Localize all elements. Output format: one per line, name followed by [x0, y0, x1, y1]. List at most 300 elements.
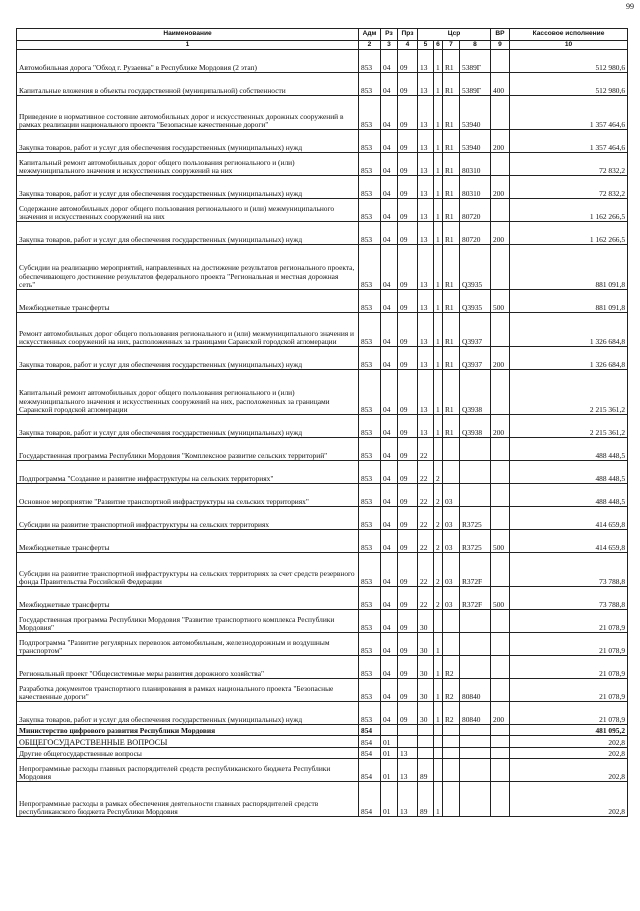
table-row — [17, 73, 628, 96]
row-name: Содержание автомобильных дорог общего пользования регионального и (или) межмуниципального значения и искусственных сооружений на них — [17, 199, 359, 222]
row-name: Субсидии на реализацию мероприятий, направленных на достижение результатов регионального проекта, обеспечивающего достижение результатов федерального проекта "Региональная и местная дорожная сеть" — [17, 245, 359, 290]
colnum: 9 — [491, 41, 510, 50]
csr-part-1: 13 — [418, 96, 434, 130]
csr-part-1: 22 — [418, 461, 434, 484]
colnum: 3 — [381, 41, 398, 50]
csr-part-1: 13 — [418, 347, 434, 370]
prz-code: 09 — [398, 73, 418, 96]
vr-code — [491, 461, 510, 484]
prz-code: 09 — [398, 222, 418, 245]
vr-code: 200 — [491, 702, 510, 725]
row-name: Капитальный ремонт автомобильных дорог общего пользования регионального и (или) межмуниципального значения и искусственных сооружений на них, расположенных за границами Саранской городской агломерации — [17, 370, 359, 415]
colnum: 7 — [443, 41, 460, 50]
table-row — [17, 530, 628, 553]
csr-part-3: 03 — [443, 507, 460, 530]
table-row — [17, 702, 628, 725]
csr-part-3: R1 — [443, 415, 460, 438]
row-name: Субсидии на развитие транспортной инфраструктуры на сельских территориях — [17, 507, 359, 530]
adm-code: 853 — [359, 199, 381, 222]
adm-code: 853 — [359, 290, 381, 313]
table-row — [17, 347, 628, 370]
csr-part-3 — [443, 725, 460, 736]
prz-code: 09 — [398, 438, 418, 461]
csr-part-1: 22 — [418, 438, 434, 461]
adm-code: 853 — [359, 461, 381, 484]
rz-code: 04 — [381, 96, 398, 130]
csr-part-3: 03 — [443, 484, 460, 507]
csr-part-4 — [460, 610, 491, 633]
adm-code: 853 — [359, 484, 381, 507]
vr-code — [491, 507, 510, 530]
vr-code — [491, 633, 510, 656]
row-name: Непрограммные расходы главных распорядителей средств республиканского бюджета Республики Мордовия — [17, 759, 359, 782]
csr-part-1: 13 — [418, 415, 434, 438]
csr-part-4: R3725 — [460, 507, 491, 530]
csr-part-1: 22 — [418, 587, 434, 610]
header-prz: Прз — [398, 29, 418, 41]
csr-part-2 — [434, 759, 443, 782]
csr-part-1: 89 — [418, 759, 434, 782]
adm-code: 853 — [359, 633, 381, 656]
adm-code: 854 — [359, 759, 381, 782]
cash-amount: 21 078,9 — [510, 656, 628, 679]
table-row — [17, 313, 628, 347]
vr-code: 200 — [491, 222, 510, 245]
row-name: Субсидии на развитие транспортной инфраструктуры на сельских территориях за счет средств резервного фонда Правительства Российской Федерации — [17, 553, 359, 587]
header-row — [17, 29, 628, 41]
vr-code — [491, 656, 510, 679]
column-number-row — [17, 41, 628, 50]
csr-part-3: R1 — [443, 176, 460, 199]
csr-part-4: 80310 — [460, 153, 491, 176]
rz-code: 01 — [381, 759, 398, 782]
header-adm: Адм — [359, 29, 381, 41]
table-row — [17, 725, 628, 736]
rz-code: 04 — [381, 530, 398, 553]
prz-code: 09 — [398, 313, 418, 347]
rz-code: 04 — [381, 484, 398, 507]
table-row — [17, 633, 628, 656]
csr-part-4 — [460, 438, 491, 461]
table-row — [17, 199, 628, 222]
cash-amount: 21 078,9 — [510, 702, 628, 725]
csr-part-3 — [443, 438, 460, 461]
prz-code: 09 — [398, 633, 418, 656]
csr-part-2: 1 — [434, 782, 443, 817]
csr-part-4: 80840 — [460, 679, 491, 702]
row-name: Закупка товаров, работ и услуг для обеспечения государственных (муниципальных) нужд — [17, 702, 359, 725]
csr-part-2: 1 — [434, 73, 443, 96]
budget-table — [16, 28, 628, 817]
header-name: Наименование — [17, 29, 359, 41]
cash-amount: 2 215 361,2 — [510, 370, 628, 415]
row-name: Разработка документов транспортного планирования в рамках национального проекта "Безопасные качественные дороги" — [17, 679, 359, 702]
vr-code — [491, 725, 510, 736]
table-row — [17, 587, 628, 610]
csr-part-4: R372F — [460, 587, 491, 610]
row-name: Министерство цифрового развития Республики Мордовия — [17, 725, 359, 736]
row-name: Ремонт автомобильных дорог общего пользования регионального и (или) межмуниципального значения и искусственных сооружений на них, расположенных за границами Саранской городской агломерации — [17, 313, 359, 347]
adm-code: 853 — [359, 130, 381, 153]
csr-part-2: 1 — [434, 222, 443, 245]
header-vr: ВР — [491, 29, 510, 41]
csr-part-2 — [434, 725, 443, 736]
rz-code: 04 — [381, 50, 398, 73]
adm-code: 854 — [359, 736, 381, 748]
rz-code: 04 — [381, 73, 398, 96]
csr-part-1: 13 — [418, 313, 434, 347]
rz-code: 04 — [381, 176, 398, 199]
csr-part-3: R1 — [443, 290, 460, 313]
rz-code: 04 — [381, 130, 398, 153]
row-name: Государственная программа Республики Мордовия "Комплексное развитие сельских территорий" — [17, 438, 359, 461]
csr-part-3 — [443, 782, 460, 817]
adm-code: 854 — [359, 748, 381, 759]
vr-code: 200 — [491, 130, 510, 153]
cash-amount: 21 078,9 — [510, 633, 628, 656]
cash-amount: 72 832,2 — [510, 153, 628, 176]
rz-code: 04 — [381, 587, 398, 610]
adm-code: 853 — [359, 370, 381, 415]
rz-code: 04 — [381, 553, 398, 587]
csr-part-1: 13 — [418, 290, 434, 313]
adm-code: 853 — [359, 679, 381, 702]
csr-part-2 — [434, 736, 443, 748]
cash-amount: 512 980,6 — [510, 50, 628, 73]
csr-part-3: R1 — [443, 50, 460, 73]
csr-part-2: 1 — [434, 176, 443, 199]
cash-amount: 73 788,8 — [510, 553, 628, 587]
csr-part-3: R2 — [443, 679, 460, 702]
csr-part-3: 03 — [443, 553, 460, 587]
vr-code — [491, 50, 510, 73]
vr-code — [491, 199, 510, 222]
csr-part-3: R1 — [443, 96, 460, 130]
adm-code: 853 — [359, 73, 381, 96]
rz-code: 04 — [381, 222, 398, 245]
vr-code — [491, 96, 510, 130]
csr-part-3: R1 — [443, 130, 460, 153]
table-row — [17, 290, 628, 313]
table-row — [17, 610, 628, 633]
table-row — [17, 759, 628, 782]
csr-part-2: 2 — [434, 507, 443, 530]
csr-part-1: 13 — [418, 245, 434, 290]
csr-part-1: 30 — [418, 633, 434, 656]
vr-code — [491, 313, 510, 347]
table-row — [17, 415, 628, 438]
row-name: Закупка товаров, работ и услуг для обеспечения государственных (муниципальных) нужд — [17, 176, 359, 199]
vr-code: 500 — [491, 290, 510, 313]
csr-part-3: R1 — [443, 153, 460, 176]
table-row — [17, 176, 628, 199]
csr-part-3 — [443, 748, 460, 759]
rz-code: 04 — [381, 656, 398, 679]
csr-part-4: 5389Г — [460, 50, 491, 73]
vr-code — [491, 553, 510, 587]
vr-code — [491, 782, 510, 817]
prz-code: 09 — [398, 415, 418, 438]
row-name: Автомобильная дорога "Обход г. Рузаевка" в Республике Мордовия (2 этап) — [17, 50, 359, 73]
csr-part-4: 80310 — [460, 176, 491, 199]
csr-part-1: 13 — [418, 73, 434, 96]
csr-part-4 — [460, 759, 491, 782]
csr-part-4: Q3938 — [460, 415, 491, 438]
table-row — [17, 656, 628, 679]
prz-code: 09 — [398, 245, 418, 290]
row-name: Приведение в нормативное состояние автомобильных дорог и искусственных дорожных сооружений в рамках реализации национального проекта "Безопасные качественные дороги" — [17, 96, 359, 130]
csr-part-2 — [434, 610, 443, 633]
rz-code — [381, 725, 398, 736]
prz-code: 13 — [398, 748, 418, 759]
prz-code: 09 — [398, 530, 418, 553]
csr-part-4: 80720 — [460, 222, 491, 245]
row-name: Межбюджетные трансферты — [17, 530, 359, 553]
csr-part-4: 5389Г — [460, 73, 491, 96]
csr-part-4: 53940 — [460, 96, 491, 130]
csr-part-1 — [418, 748, 434, 759]
csr-part-2: 2 — [434, 553, 443, 587]
csr-part-1: 22 — [418, 484, 434, 507]
cash-amount: 202,8 — [510, 736, 628, 748]
rz-code: 01 — [381, 782, 398, 817]
adm-code: 853 — [359, 176, 381, 199]
csr-part-2: 2 — [434, 587, 443, 610]
csr-part-3: R1 — [443, 73, 460, 96]
csr-part-3: R1 — [443, 347, 460, 370]
prz-code: 09 — [398, 507, 418, 530]
csr-part-2: 1 — [434, 153, 443, 176]
adm-code: 853 — [359, 587, 381, 610]
cash-amount: 21 078,9 — [510, 679, 628, 702]
csr-part-4: Q3935 — [460, 290, 491, 313]
csr-part-4 — [460, 736, 491, 748]
csr-part-4 — [460, 725, 491, 736]
csr-part-2: 1 — [434, 370, 443, 415]
row-name: ОБЩЕГОСУДАРСТВЕННЫЕ ВОПРОСЫ — [17, 736, 359, 748]
adm-code: 853 — [359, 530, 381, 553]
rz-code: 04 — [381, 679, 398, 702]
vr-code: 200 — [491, 347, 510, 370]
cash-amount: 1 162 266,5 — [510, 199, 628, 222]
rz-code: 04 — [381, 370, 398, 415]
header-csr: Цср — [418, 29, 491, 41]
row-name: Региональный проект "Общесистемные меры развития дорожного хозяйства" — [17, 656, 359, 679]
cash-amount: 1 326 684,8 — [510, 347, 628, 370]
csr-part-1: 13 — [418, 370, 434, 415]
prz-code: 09 — [398, 610, 418, 633]
csr-part-1: 30 — [418, 656, 434, 679]
csr-part-1 — [418, 736, 434, 748]
table-row — [17, 96, 628, 130]
rz-code: 04 — [381, 438, 398, 461]
csr-part-2 — [434, 438, 443, 461]
row-name: Непрограммные расходы в рамках обеспечения деятельности главных распорядителей средств республиканского бюджета Республики Мордовия — [17, 782, 359, 817]
csr-part-2: 2 — [434, 461, 443, 484]
csr-part-1: 22 — [418, 530, 434, 553]
csr-part-1: 13 — [418, 130, 434, 153]
csr-part-3 — [443, 759, 460, 782]
csr-part-2: 2 — [434, 530, 443, 553]
csr-part-1: 30 — [418, 702, 434, 725]
adm-code: 854 — [359, 782, 381, 817]
csr-part-1: 13 — [418, 153, 434, 176]
prz-code: 09 — [398, 679, 418, 702]
table-row — [17, 245, 628, 290]
csr-part-3 — [443, 633, 460, 656]
csr-part-4: Q3937 — [460, 347, 491, 370]
vr-code: 500 — [491, 530, 510, 553]
csr-part-4: 53940 — [460, 130, 491, 153]
csr-part-2: 1 — [434, 313, 443, 347]
cash-amount: 202,8 — [510, 782, 628, 817]
table-row — [17, 153, 628, 176]
row-name: Подпрограмма "Развитие регулярных перевозок автомобильным, железнодорожным и воздушным транспортом" — [17, 633, 359, 656]
header-rz: Рз — [381, 29, 398, 41]
csr-part-3: R1 — [443, 222, 460, 245]
adm-code: 853 — [359, 153, 381, 176]
csr-part-2: 1 — [434, 702, 443, 725]
vr-code — [491, 610, 510, 633]
row-name: Государственная программа Республики Мордовия "Развитие транспортного комплекса Республики Мордовия" — [17, 610, 359, 633]
adm-code: 853 — [359, 553, 381, 587]
csr-part-2: 1 — [434, 96, 443, 130]
csr-part-4: Q3935 — [460, 245, 491, 290]
vr-code — [491, 484, 510, 507]
colnum: 5 — [418, 41, 434, 50]
table-row — [17, 736, 628, 748]
table-row — [17, 507, 628, 530]
vr-code — [491, 679, 510, 702]
vr-code — [491, 153, 510, 176]
table-row — [17, 782, 628, 817]
prz-code: 09 — [398, 199, 418, 222]
table-row — [17, 222, 628, 245]
csr-part-3: R1 — [443, 370, 460, 415]
row-name: Капитальные вложения в объекты государственной (муниципальной) собственности — [17, 73, 359, 96]
rz-code: 04 — [381, 245, 398, 290]
colnum: 8 — [460, 41, 491, 50]
csr-part-4 — [460, 748, 491, 759]
vr-code — [491, 759, 510, 782]
csr-part-2: 1 — [434, 290, 443, 313]
vr-code: 500 — [491, 587, 510, 610]
adm-code: 854 — [359, 725, 381, 736]
csr-part-2: 1 — [434, 130, 443, 153]
csr-part-2: 2 — [434, 484, 443, 507]
cash-amount: 881 091,8 — [510, 245, 628, 290]
prz-code: 09 — [398, 176, 418, 199]
vr-code: 200 — [491, 415, 510, 438]
page-number: 99 — [626, 2, 634, 11]
table-row — [17, 370, 628, 415]
csr-part-3: R1 — [443, 199, 460, 222]
table-row — [17, 130, 628, 153]
header-amount: Кассовое исполнение — [510, 29, 628, 41]
adm-code: 853 — [359, 438, 381, 461]
table-row — [17, 461, 628, 484]
csr-part-2: 1 — [434, 656, 443, 679]
cash-amount: 414 659,8 — [510, 530, 628, 553]
csr-part-3: R2 — [443, 702, 460, 725]
csr-part-4 — [460, 461, 491, 484]
prz-code: 09 — [398, 347, 418, 370]
vr-code — [491, 438, 510, 461]
csr-part-1: 89 — [418, 782, 434, 817]
adm-code: 853 — [359, 610, 381, 633]
prz-code — [398, 725, 418, 736]
row-name: Подпрограмма "Создание и развитие инфраструктуры на сельских территориях" — [17, 461, 359, 484]
adm-code: 853 — [359, 96, 381, 130]
row-name: Закупка товаров, работ и услуг для обеспечения государственных (муниципальных) нужд — [17, 415, 359, 438]
rz-code: 01 — [381, 748, 398, 759]
rz-code: 04 — [381, 290, 398, 313]
colnum: 10 — [510, 41, 628, 50]
row-name: Основное мероприятие "Развитие транспортной инфраструктуры на сельских территориях" — [17, 484, 359, 507]
csr-part-3: 03 — [443, 587, 460, 610]
csr-part-1: 13 — [418, 199, 434, 222]
table-row — [17, 679, 628, 702]
colnum: 1 — [17, 41, 359, 50]
csr-part-2: 1 — [434, 633, 443, 656]
prz-code: 09 — [398, 702, 418, 725]
prz-code: 09 — [398, 290, 418, 313]
cash-amount: 488 448,5 — [510, 438, 628, 461]
csr-part-4: 80840 — [460, 702, 491, 725]
prz-code: 09 — [398, 461, 418, 484]
prz-code: 09 — [398, 553, 418, 587]
cash-amount: 512 980,6 — [510, 73, 628, 96]
csr-part-3: R2 — [443, 656, 460, 679]
csr-part-3: R1 — [443, 313, 460, 347]
csr-part-3: R1 — [443, 245, 460, 290]
rz-code: 04 — [381, 633, 398, 656]
colnum: 2 — [359, 41, 381, 50]
prz-code: 09 — [398, 656, 418, 679]
cash-amount: 202,8 — [510, 759, 628, 782]
row-name: Закупка товаров, работ и услуг для обеспечения государственных (муниципальных) нужд — [17, 222, 359, 245]
prz-code: 09 — [398, 96, 418, 130]
cash-amount: 1 162 266,5 — [510, 222, 628, 245]
adm-code: 853 — [359, 507, 381, 530]
csr-part-4 — [460, 782, 491, 817]
csr-part-4 — [460, 633, 491, 656]
csr-part-1: 13 — [418, 222, 434, 245]
cash-amount: 488 448,5 — [510, 484, 628, 507]
csr-part-1: 30 — [418, 610, 434, 633]
rz-code: 04 — [381, 313, 398, 347]
cash-amount: 481 095,2 — [510, 725, 628, 736]
adm-code: 853 — [359, 415, 381, 438]
vr-code: 400 — [491, 73, 510, 96]
table-row — [17, 748, 628, 759]
cash-amount: 1 357 464,6 — [510, 130, 628, 153]
csr-part-2 — [434, 748, 443, 759]
row-name: Закупка товаров, работ и услуг для обеспечения государственных (муниципальных) нужд — [17, 347, 359, 370]
cash-amount: 488 448,5 — [510, 461, 628, 484]
prz-code — [398, 736, 418, 748]
csr-part-4: R372F — [460, 553, 491, 587]
csr-part-1: 22 — [418, 507, 434, 530]
prz-code: 13 — [398, 759, 418, 782]
csr-part-2: 1 — [434, 245, 443, 290]
csr-part-3: 03 — [443, 530, 460, 553]
csr-part-1 — [418, 725, 434, 736]
cash-amount: 2 215 361,2 — [510, 415, 628, 438]
csr-part-1: 13 — [418, 176, 434, 199]
cash-amount: 202,8 — [510, 748, 628, 759]
csr-part-1: 13 — [418, 50, 434, 73]
